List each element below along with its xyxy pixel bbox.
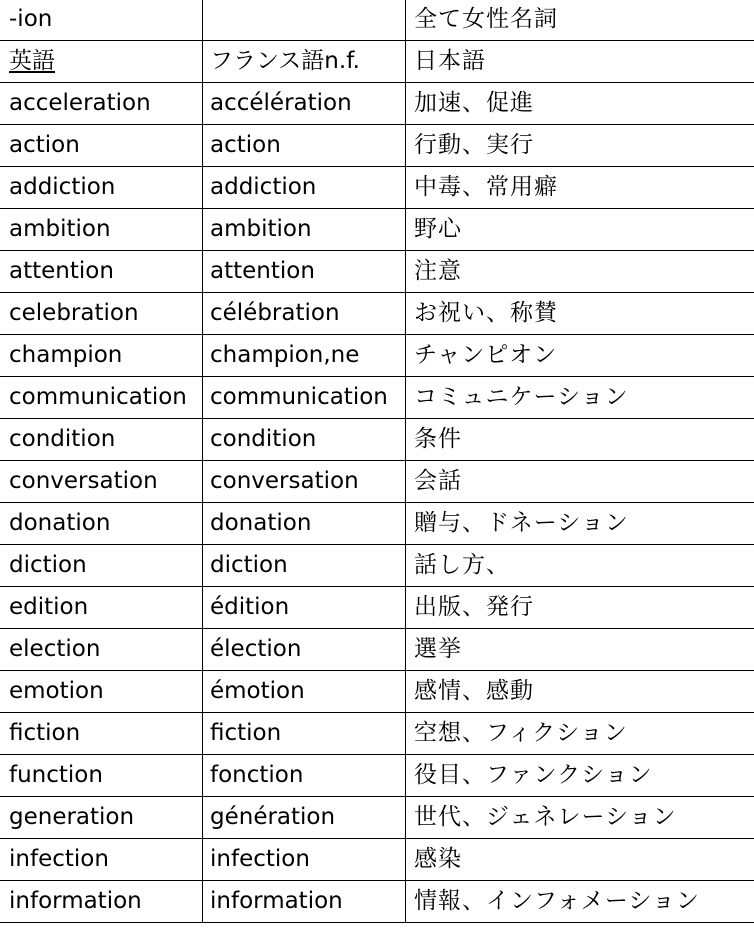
table-row	[0, 713, 754, 755]
english-word-cell[interactable]: election	[0, 629, 203, 671]
table-row	[0, 545, 754, 587]
french-word-cell[interactable]: accélération	[203, 83, 406, 125]
french-word-cell[interactable]: champion,ne	[203, 335, 406, 377]
french-word-cell[interactable]: fiction	[203, 713, 406, 755]
english-word-cell[interactable]: donation	[0, 503, 203, 545]
table-row	[0, 881, 754, 923]
french-word-cell[interactable]: élection	[203, 629, 406, 671]
header-english-cell[interactable]	[0, 41, 203, 83]
japanese-meaning-cell[interactable]: 役目、ファンクション	[406, 755, 754, 797]
french-word-cell[interactable]: fonction	[203, 755, 406, 797]
french-word-cell[interactable]: information	[203, 881, 406, 923]
table-row	[0, 251, 754, 293]
japanese-meaning-cell[interactable]: 感染	[406, 839, 754, 881]
french-word-cell[interactable]: addiction	[203, 167, 406, 209]
french-word-cell[interactable]: conversation	[203, 461, 406, 503]
japanese-meaning-cell[interactable]: 会話	[406, 461, 754, 503]
table-row	[0, 83, 754, 125]
table-row	[0, 377, 754, 419]
suffix-cell[interactable]: -ion	[0, 0, 203, 41]
japanese-meaning-cell[interactable]: 感情、感動	[406, 671, 754, 713]
french-word-cell[interactable]: ambition	[203, 209, 406, 251]
table-row	[0, 125, 754, 167]
suffix-empty-cell[interactable]	[203, 0, 406, 41]
japanese-meaning-cell[interactable]: 話し方、	[406, 545, 754, 587]
french-word-cell[interactable]: diction	[203, 545, 406, 587]
table-row	[0, 209, 754, 251]
english-word-cell[interactable]: attention	[0, 251, 203, 293]
table-row	[0, 167, 754, 209]
english-word-cell[interactable]: champion	[0, 335, 203, 377]
table-row	[0, 629, 754, 671]
french-word-cell[interactable]: attention	[203, 251, 406, 293]
english-word-cell[interactable]: emotion	[0, 671, 203, 713]
japanese-meaning-cell[interactable]: 野心	[406, 209, 754, 251]
gender-note-cell[interactable]: 全て女性名詞	[406, 0, 754, 41]
english-word-cell[interactable]: addiction	[0, 167, 203, 209]
japanese-meaning-cell[interactable]: 情報、インフォメーション	[406, 881, 754, 923]
english-word-cell[interactable]: infection	[0, 839, 203, 881]
japanese-meaning-cell[interactable]: 中毒、常用癖	[406, 167, 754, 209]
english-word-cell[interactable]: communication	[0, 377, 203, 419]
english-word-cell[interactable]: information	[0, 881, 203, 923]
suffix-row	[0, 0, 754, 41]
table-row	[0, 797, 754, 839]
table-row	[0, 503, 754, 545]
header-row	[0, 41, 754, 83]
table-row	[0, 461, 754, 503]
japanese-meaning-cell[interactable]: コミュニケーション	[406, 377, 754, 419]
english-word-cell[interactable]: condition	[0, 419, 203, 461]
japanese-meaning-cell[interactable]: 贈与、ドネーション	[406, 503, 754, 545]
french-word-cell[interactable]: émotion	[203, 671, 406, 713]
japanese-meaning-cell[interactable]: 世代、ジェネレーション	[406, 797, 754, 839]
table-row	[0, 587, 754, 629]
english-word-cell[interactable]: celebration	[0, 293, 203, 335]
french-word-cell[interactable]: célébration	[203, 293, 406, 335]
french-word-cell[interactable]: donation	[203, 503, 406, 545]
japanese-meaning-cell[interactable]: 選挙	[406, 629, 754, 671]
japanese-meaning-cell[interactable]: 加速、促進	[406, 83, 754, 125]
table-row	[0, 839, 754, 881]
english-word-cell[interactable]: action	[0, 125, 203, 167]
french-word-cell[interactable]: infection	[203, 839, 406, 881]
japanese-meaning-cell[interactable]: お祝い、称賛	[406, 293, 754, 335]
french-word-cell[interactable]: édition	[203, 587, 406, 629]
english-word-cell[interactable]: generation	[0, 797, 203, 839]
japanese-meaning-cell[interactable]: チャンピオン	[406, 335, 754, 377]
english-word-cell[interactable]: acceleration	[0, 83, 203, 125]
english-word-cell[interactable]: conversation	[0, 461, 203, 503]
japanese-meaning-cell[interactable]: 出版、発行	[406, 587, 754, 629]
table-row	[0, 671, 754, 713]
table-row	[0, 293, 754, 335]
table-row	[0, 419, 754, 461]
japanese-meaning-cell[interactable]: 行動、実行	[406, 125, 754, 167]
japanese-meaning-cell[interactable]: 注意	[406, 251, 754, 293]
french-word-cell[interactable]: condition	[203, 419, 406, 461]
table-row	[0, 755, 754, 797]
french-word-cell[interactable]: génération	[203, 797, 406, 839]
header-japanese-cell[interactable]: 日本語	[406, 41, 754, 83]
japanese-meaning-cell[interactable]: 条件	[406, 419, 754, 461]
french-word-cell[interactable]: communication	[203, 377, 406, 419]
english-word-cell[interactable]: ambition	[0, 209, 203, 251]
french-word-cell[interactable]: action	[203, 125, 406, 167]
table-row	[0, 335, 754, 377]
header-english-label: 英語	[9, 48, 55, 74]
header-french-cell[interactable]: フランス語n.f.	[203, 41, 406, 83]
english-word-cell[interactable]: diction	[0, 545, 203, 587]
english-word-cell[interactable]: edition	[0, 587, 203, 629]
english-word-cell[interactable]: function	[0, 755, 203, 797]
japanese-meaning-cell[interactable]: 空想、フィクション	[406, 713, 754, 755]
english-word-cell[interactable]: fiction	[0, 713, 203, 755]
